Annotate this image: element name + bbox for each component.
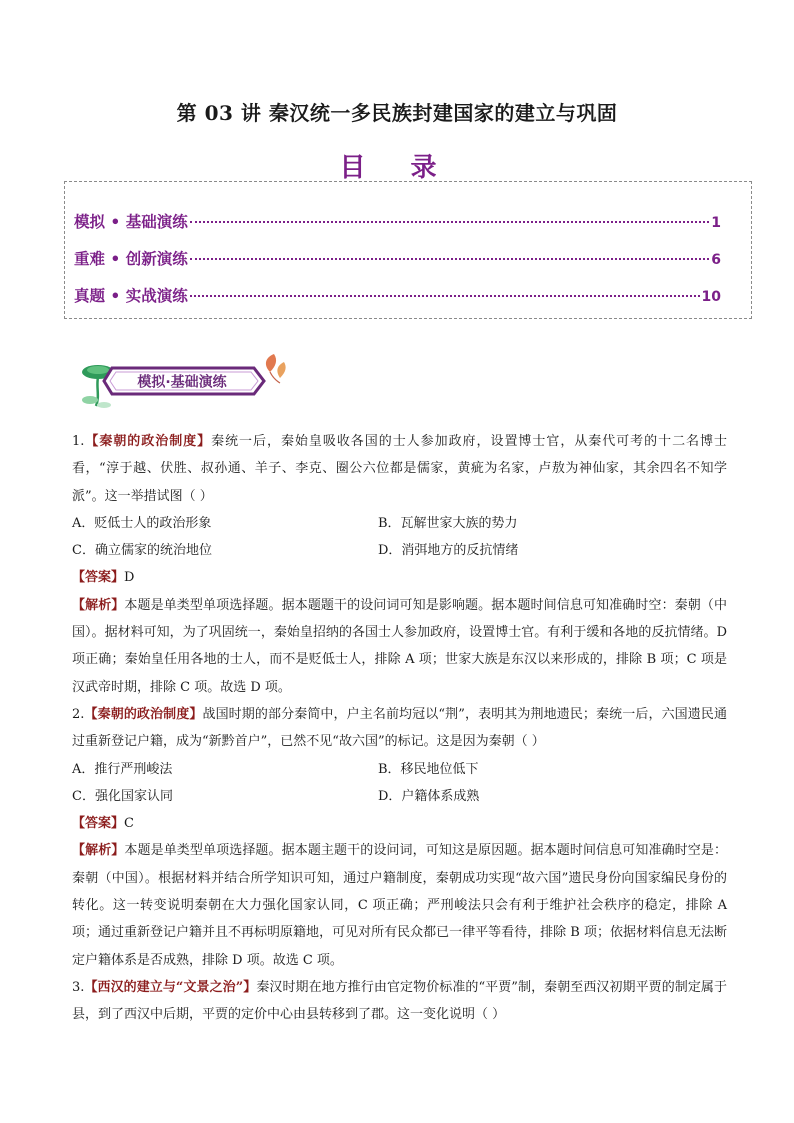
answer-tag: 【答案】 [72, 570, 125, 586]
option-d: D．户籍体系成熟 [378, 788, 480, 804]
answer-value: D [124, 570, 135, 586]
analysis-tag: 【解析】 [72, 843, 125, 859]
question-number: 1. [72, 434, 85, 449]
option-row [72, 783, 727, 810]
option-c: C．确立儒家的统治地位 [72, 543, 212, 559]
question-number: 3. [72, 979, 85, 995]
answer-line [72, 810, 727, 837]
question-text: 秦统一后，秦始皇吸收各国的士人参加政府，设置博士官，从秦代可考的十二名博士看，“淳于越、伏胜、叔孙通、羊子、李克、圈公六位都是儒家，黄疵为名家，卢敖为神仙家，其余四名不知学派”。这一举措试图（ ） [72, 434, 727, 504]
table-of-contents [64, 181, 752, 319]
toc-entry-page: 1 [711, 215, 721, 231]
question-list [72, 428, 727, 1029]
toc-leader-dots [190, 258, 710, 260]
toc-entry[interactable] [74, 210, 721, 234]
autumn-leaf-icon [266, 354, 286, 383]
section-banner-label: 模拟·基础演练 [137, 374, 227, 391]
toc-leader-dots [190, 221, 710, 223]
option-d: D．消弭地方的反抗情绪 [378, 543, 519, 559]
question-topic-tag: 【秦朝的政治制度】 [84, 706, 203, 722]
question-number: 2. [72, 706, 85, 722]
analysis-text: 本题是单类型单项选择题。据本题主题干的设问词，可知这是原因题。据本题时间信息可知准确时空是：秦朝（中国）。根据材料并结合所学知识可知，通过户籍制度，秦朝成功实现“故六国”遗民身份向国家编民身份的转化。这一转变说明秦朝在大力强化国家认同，C 项正确；严刑峻法只会有利于维护社会秩序的稳定，排除 A 项；通过重新登记户籍并且不再标明原籍地，可见对所有民众都已一律平等看待，排除 B 项；依据材料信息无法断定户籍体系是否成熟，排除 D 项。故选 C 项。 [72, 843, 727, 968]
answer-value: C [124, 816, 134, 832]
toc-entry[interactable] [74, 284, 721, 308]
question-text: 秦汉时期在地方推行由官定物价标准的“平贾”制，秦朝至西汉初期平贾的制定属于县，到了西汉中后期，平贾的定价中心由县转移到了郡。这一变化说明（ ） [72, 979, 727, 1023]
toc-entry-label: 真题 • 实战演练 [74, 286, 188, 305]
toc-entry-page: 10 [701, 289, 721, 305]
toc-leader-dots [190, 295, 700, 297]
analysis-paragraph [72, 592, 727, 701]
option-row [72, 756, 727, 783]
toc-entry-label: 模拟 • 基础演练 [74, 212, 188, 231]
answer-tag: 【答案】 [72, 816, 125, 832]
option-row [72, 510, 727, 537]
toc-entry[interactable] [74, 247, 721, 271]
question-stem [72, 428, 727, 510]
document-title: 第 03 讲 秦汉统一多民族封建国家的建立与巩固 [176, 101, 618, 125]
analysis-text: 本题是单类型单项选择题。据本题题干的设问词可知是影响题。据本题时间信息可知准确时空：秦朝（中国）。据材料可知，为了巩固统一，秦始皇招纳的各国士人参加政府，设置博士官。有利于缓和各地的反抗情绪。D 项正确；秦始皇任用各地的士人，而不是贬低士人，排除 A 项；世家大族是东汉以来形成的，排除 B 项；C 项是汉武帝时期，排除 C 项。故选 D 项。 [72, 597, 727, 695]
option-b: B．瓦解世家大族的势力 [378, 515, 518, 531]
question-text: 战国时期的部分秦简中，户主名前均冠以“荆”，表明其为荆地遗民；秦统一后，六国遗民通过重新登记户籍，成为“新黔首户”，已然不见“故六国”的标记。这是因为秦朝（ ） [72, 706, 727, 750]
toc-heading: 目 录 [339, 153, 455, 183]
section-banner [78, 350, 288, 412]
toc-entry-label: 重难 • 创新演练 [74, 249, 188, 268]
question-topic-tag: 【西汉的建立与“文景之治”】 [84, 979, 257, 995]
option-row [72, 537, 727, 564]
option-a: A．推行严刑峻法 [72, 761, 173, 777]
option-a: A．贬低士人的政治形象 [72, 515, 212, 531]
question-stem [72, 701, 727, 756]
question-topic-tag: 【秦朝的政治制度】 [84, 434, 212, 449]
analysis-tag: 【解析】 [72, 597, 125, 613]
option-c: C．强化国家认同 [72, 788, 173, 804]
question-stem [72, 974, 727, 1029]
analysis-paragraph [72, 837, 727, 973]
toc-entry-page: 6 [711, 252, 721, 268]
option-b: B．移民地位低下 [378, 761, 479, 777]
answer-line [72, 564, 727, 591]
